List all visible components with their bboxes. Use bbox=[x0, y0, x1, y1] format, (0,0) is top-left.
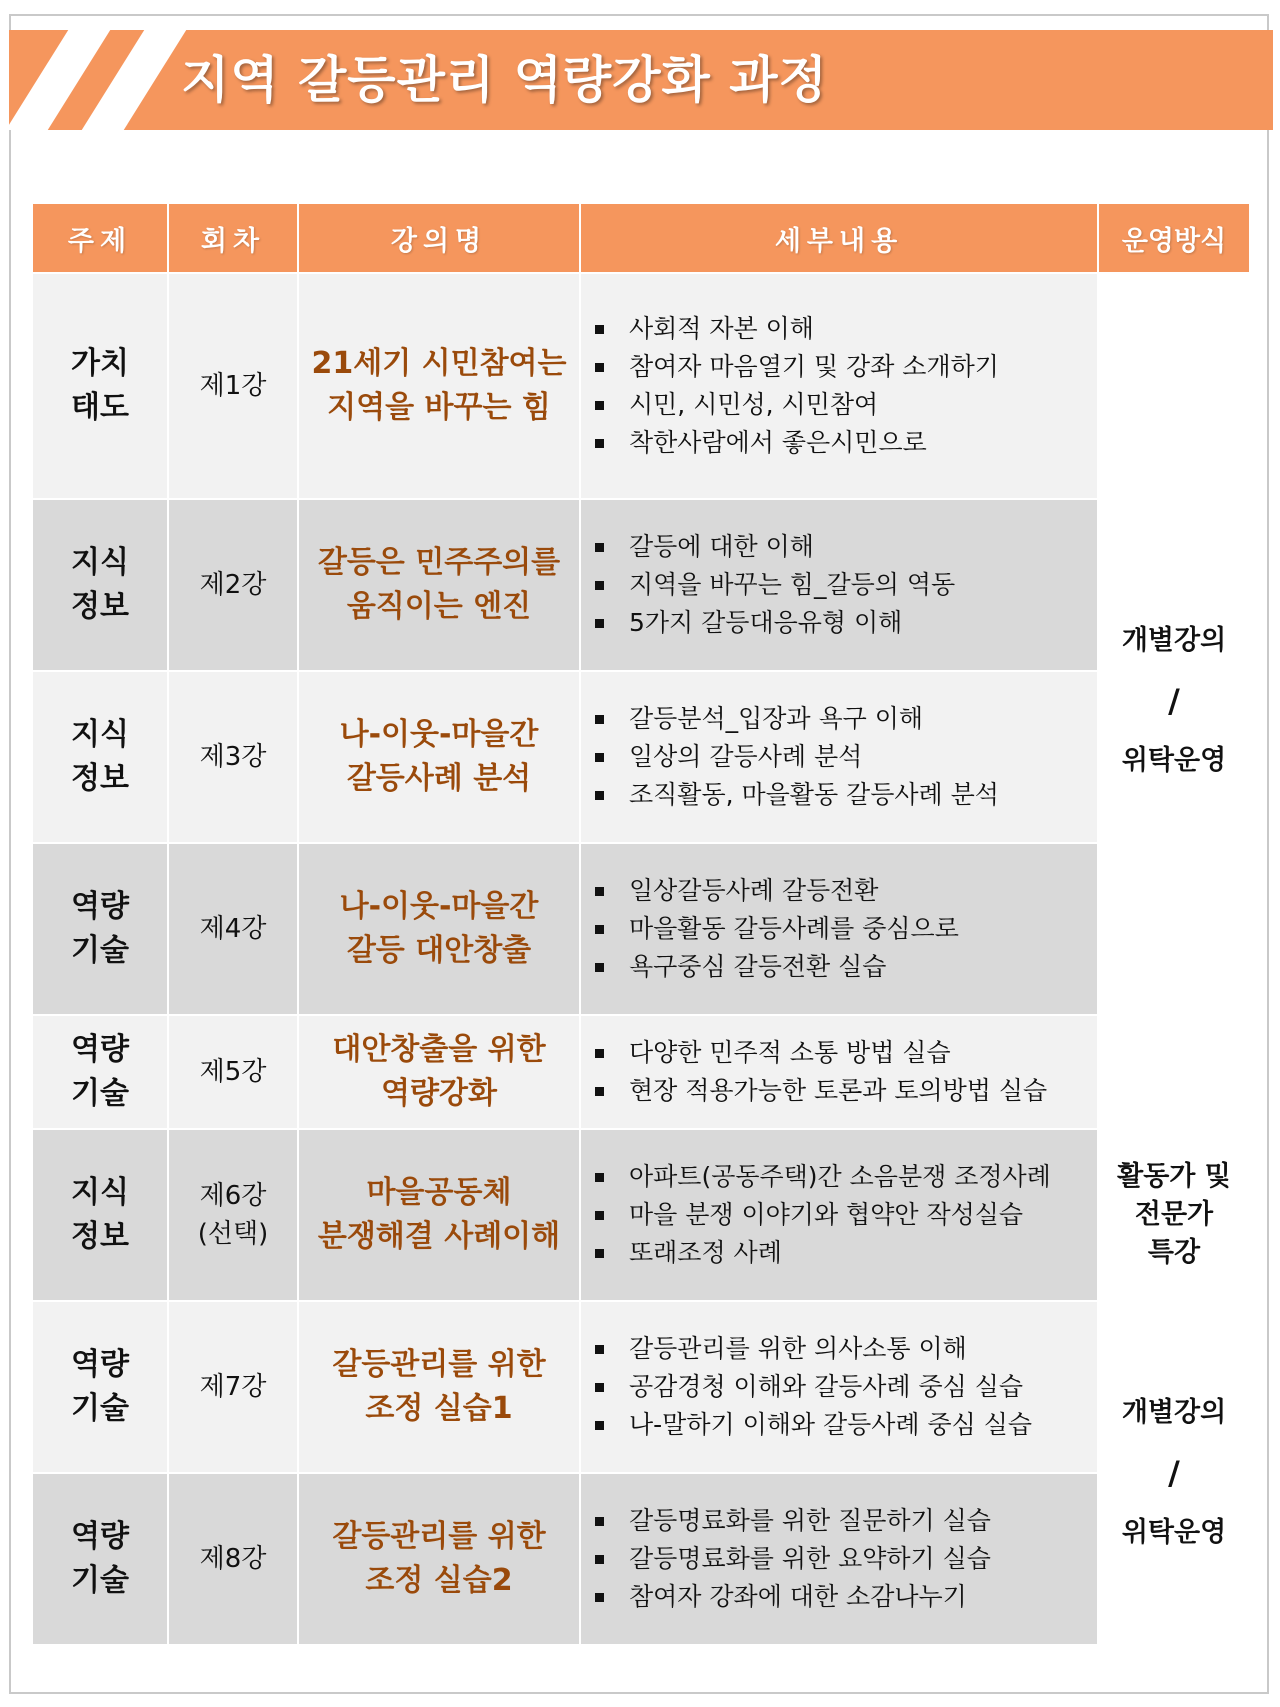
lecture-title-line: 움직이는 엔진 bbox=[346, 589, 532, 624]
detail-item: 마을 분쟁 이야기와 협약안 작성실습 bbox=[593, 1196, 1097, 1234]
session-label: 제8강 bbox=[199, 1544, 267, 1574]
detail-item: 다양한 민주적 소통 방법 실습 bbox=[593, 1034, 1097, 1072]
session-label: 제1강 bbox=[199, 371, 267, 401]
lecture-title-line: 나-이웃-마을간 bbox=[339, 717, 539, 752]
details-cell bbox=[580, 499, 1098, 671]
detail-item: 일상갈등사례 갈등전환 bbox=[593, 872, 1097, 910]
method-line: 위탁운영 bbox=[1121, 1517, 1227, 1548]
lecture-title-line: 갈등사례 분석 bbox=[346, 761, 532, 796]
header-method: 운영방식 bbox=[1098, 203, 1250, 273]
lecture-cell bbox=[298, 843, 580, 1015]
lecture-title-line: 대안창출을 위한 bbox=[332, 1032, 546, 1067]
details-cell bbox=[580, 671, 1098, 843]
method-line: 개별강의 bbox=[1121, 1397, 1227, 1428]
detail-item: 욕구중심 갈등전환 실습 bbox=[593, 948, 1097, 986]
detail-item: 참여자 마음열기 및 강좌 소개하기 bbox=[593, 348, 1097, 386]
topic-line: 기술 bbox=[71, 1076, 129, 1111]
detail-item: 나-말하기 이해와 갈등사례 중심 실습 bbox=[593, 1406, 1097, 1444]
details-cell bbox=[580, 843, 1098, 1015]
title-banner bbox=[9, 30, 1273, 130]
session-cell bbox=[168, 1129, 298, 1301]
topic-line: 태도 bbox=[71, 390, 129, 425]
table-header-row bbox=[32, 203, 1250, 273]
table-row bbox=[32, 671, 1250, 843]
session-cell bbox=[168, 1301, 298, 1473]
detail-item: 갈등관리를 위한 의사소통 이해 bbox=[593, 1330, 1097, 1368]
session-label: 제4강 bbox=[199, 914, 267, 944]
method-separator: / bbox=[1168, 1454, 1180, 1492]
table-row bbox=[32, 1129, 1250, 1301]
session-label: 제7강 bbox=[199, 1372, 267, 1402]
lecture-title-line: 갈등은 민주주의를 bbox=[317, 545, 561, 580]
detail-item: 조직활동, 마을활동 갈등사례 분석 bbox=[593, 776, 1097, 814]
table-row bbox=[32, 1015, 1250, 1129]
course-table bbox=[31, 202, 1251, 1646]
detail-item: 시민, 시민성, 시민참여 bbox=[593, 386, 1097, 424]
table-row bbox=[32, 499, 1250, 671]
lecture-cell bbox=[298, 1473, 580, 1645]
lecture-title-line: 지역을 바꾸는 힘 bbox=[327, 390, 551, 425]
detail-item: 지역을 바꾸는 힘_갈등의 역동 bbox=[593, 566, 1097, 604]
topic-cell bbox=[32, 1473, 168, 1645]
lecture-title-line: 갈등관리를 위한 bbox=[332, 1519, 546, 1554]
detail-item: 공감경청 이해와 갈등사례 중심 실습 bbox=[593, 1368, 1097, 1406]
lecture-title-line: 갈등관리를 위한 bbox=[332, 1347, 546, 1382]
detail-item: 갈등분석_입장과 욕구 이해 bbox=[593, 700, 1097, 738]
topic-cell bbox=[32, 671, 168, 843]
method-separator: / bbox=[1168, 682, 1180, 720]
topic-cell bbox=[32, 1129, 168, 1301]
lecture-cell bbox=[298, 499, 580, 671]
details-cell bbox=[580, 1129, 1098, 1301]
session-cell bbox=[168, 843, 298, 1015]
table-row bbox=[32, 1301, 1250, 1473]
lecture-title-line: 조정 실습2 bbox=[365, 1563, 513, 1598]
detail-item: 마을활동 갈등사례를 중심으로 bbox=[593, 910, 1097, 948]
header-lecture: 강의명 bbox=[298, 203, 580, 273]
method-cell bbox=[1098, 1129, 1250, 1301]
lecture-cell bbox=[298, 671, 580, 843]
topic-line: 역량 bbox=[71, 1032, 129, 1067]
session-note: (선택) bbox=[197, 1219, 269, 1249]
table-row bbox=[32, 273, 1250, 499]
session-cell bbox=[168, 671, 298, 843]
session-cell bbox=[168, 1015, 298, 1129]
topic-line: 지식 bbox=[71, 717, 129, 752]
topic-cell bbox=[32, 843, 168, 1015]
session-label: 제3강 bbox=[199, 742, 267, 772]
topic-line: 기술 bbox=[71, 933, 129, 968]
topic-line: 가치 bbox=[71, 346, 129, 381]
session-cell bbox=[168, 499, 298, 671]
topic-line: 기술 bbox=[71, 1563, 129, 1598]
detail-item: 갈등명료화를 위한 요약하기 실습 bbox=[593, 1540, 1097, 1578]
topic-line: 정보 bbox=[71, 761, 129, 796]
page-title: 지역 갈등관리 역량강화 과정 bbox=[181, 51, 828, 109]
lecture-title-line: 분쟁해결 사례이해 bbox=[317, 1219, 561, 1254]
details-cell bbox=[580, 1473, 1098, 1645]
lecture-title-line: 역량강화 bbox=[381, 1076, 497, 1111]
topic-line: 정보 bbox=[71, 1219, 129, 1254]
lecture-title-line: 조정 실습1 bbox=[365, 1391, 513, 1426]
header-topic: 주제 bbox=[32, 203, 168, 273]
details-cell bbox=[580, 1015, 1098, 1129]
details-cell bbox=[580, 1301, 1098, 1473]
topic-cell bbox=[32, 1015, 168, 1129]
method-line: 개별강의 bbox=[1121, 625, 1227, 656]
lecture-title-line: 갈등 대안창출 bbox=[346, 933, 532, 968]
lecture-title-line: 21세기 시민참여는 bbox=[311, 346, 567, 381]
topic-line: 기술 bbox=[71, 1391, 129, 1426]
lecture-title-line: 마을공동체 bbox=[366, 1175, 512, 1210]
detail-item: 현장 적용가능한 토론과 토의방법 실습 bbox=[593, 1072, 1097, 1110]
header-details: 세부내용 bbox=[580, 203, 1098, 273]
header-session: 회차 bbox=[168, 203, 298, 273]
detail-item: 갈등에 대한 이해 bbox=[593, 528, 1097, 566]
method-cell bbox=[1098, 273, 1250, 1129]
detail-item: 5가지 갈등대응유형 이해 bbox=[593, 604, 1097, 642]
topic-line: 역량 bbox=[71, 1519, 129, 1554]
detail-item: 참여자 강좌에 대한 소감나누기 bbox=[593, 1578, 1097, 1616]
detail-item: 또래조정 사례 bbox=[593, 1234, 1097, 1272]
method-line: 특강 bbox=[1147, 1237, 1201, 1268]
topic-cell bbox=[32, 499, 168, 671]
method-cell bbox=[1098, 1301, 1250, 1645]
table-row bbox=[32, 843, 1250, 1015]
session-label: 제2강 bbox=[199, 570, 267, 600]
topic-cell bbox=[32, 273, 168, 499]
lecture-cell bbox=[298, 1129, 580, 1301]
session-label: 제6강 bbox=[199, 1181, 267, 1211]
detail-item: 일상의 갈등사례 분석 bbox=[593, 738, 1097, 776]
lecture-cell bbox=[298, 273, 580, 499]
table-row bbox=[32, 1473, 1250, 1645]
details-cell bbox=[580, 273, 1098, 499]
method-line: 전문가 bbox=[1134, 1199, 1214, 1230]
topic-line: 역량 bbox=[71, 889, 129, 924]
session-label: 제5강 bbox=[199, 1057, 267, 1087]
topic-line: 정보 bbox=[71, 589, 129, 624]
topic-line: 역량 bbox=[71, 1347, 129, 1382]
detail-item: 갈등명료화를 위한 질문하기 실습 bbox=[593, 1502, 1097, 1540]
topic-line: 지식 bbox=[71, 545, 129, 580]
detail-item: 착한사람에서 좋은시민으로 bbox=[593, 424, 1097, 462]
detail-item: 사회적 자본 이해 bbox=[593, 310, 1097, 348]
session-cell bbox=[168, 273, 298, 499]
lecture-title-line: 나-이웃-마을간 bbox=[339, 889, 539, 924]
lecture-cell bbox=[298, 1015, 580, 1129]
detail-item: 아파트(공동주택)간 소음분쟁 조정사례 bbox=[593, 1158, 1097, 1196]
lecture-cell bbox=[298, 1301, 580, 1473]
topic-line: 지식 bbox=[71, 1175, 129, 1210]
session-cell bbox=[168, 1473, 298, 1645]
method-line: 위탁운영 bbox=[1121, 745, 1227, 776]
method-line: 활동가 및 bbox=[1117, 1161, 1231, 1192]
topic-cell bbox=[32, 1301, 168, 1473]
